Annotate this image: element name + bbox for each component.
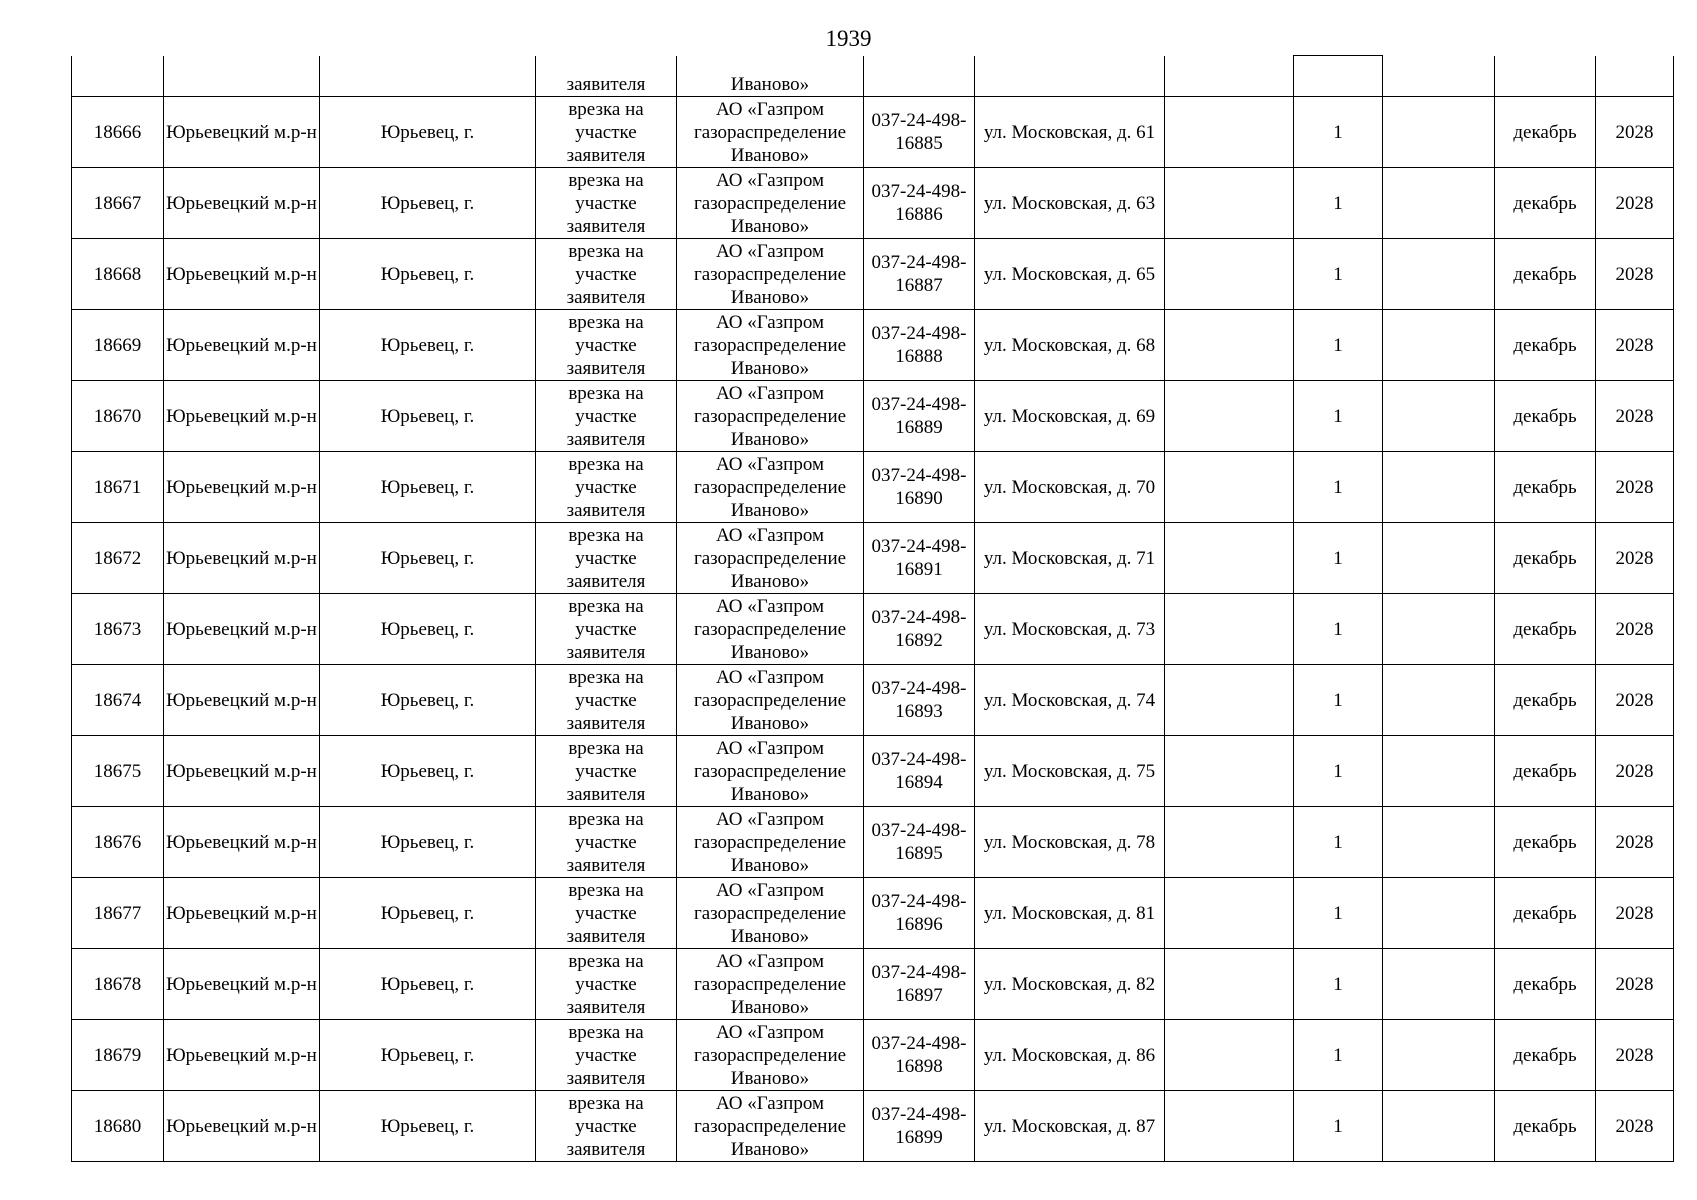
cell-connection-type: врезка на участке заявителя: [536, 310, 677, 381]
cell-extra: [1165, 97, 1294, 168]
cell-connection-type: врезка на участке заявителя: [536, 452, 677, 523]
cell-address: ул. Московская, д. 63: [975, 168, 1165, 239]
cell-month: декабрь: [1495, 452, 1596, 523]
cell-year: 2028: [1596, 1091, 1674, 1162]
cell-count: 1: [1294, 452, 1383, 523]
cell-id: 18678: [72, 949, 164, 1020]
table-row: [72, 807, 1674, 878]
cell-year: 2028: [1596, 523, 1674, 594]
cell-count: 1: [1294, 807, 1383, 878]
cell-id: 18674: [72, 665, 164, 736]
cell-organization: АО «Газпром газораспределение Иваново»: [677, 310, 864, 381]
table-row: [72, 452, 1674, 523]
cell-connection-type: врезка на участке заявителя: [536, 523, 677, 594]
cell-month: декабрь: [1495, 97, 1596, 168]
table-row: [72, 523, 1674, 594]
cell-organization: АО «Газпром газораспределение Иваново»: [677, 665, 864, 736]
cell-locality: Юрьевец, г.: [320, 594, 536, 665]
table-row: [72, 736, 1674, 807]
cell-connection-type: врезка на участке заявителя: [536, 97, 677, 168]
table-row: [72, 97, 1674, 168]
cell-district: [164, 56, 320, 97]
cell-month: декабрь: [1495, 168, 1596, 239]
cell-count: 1: [1294, 665, 1383, 736]
cell-organization: АО «Газпром газораспределение Иваново»: [677, 97, 864, 168]
cell-locality: Юрьевец, г.: [320, 807, 536, 878]
cell-year: 2028: [1596, 949, 1674, 1020]
cell-month: декабрь: [1495, 594, 1596, 665]
cell-count: 1: [1294, 878, 1383, 949]
cell-code: [864, 56, 975, 97]
cell-locality: Юрьевец, г.: [320, 1091, 536, 1162]
cell-empty: [1383, 1020, 1495, 1091]
table-row: [72, 381, 1674, 452]
table-row: [72, 665, 1674, 736]
cell-organization: АО «Газпром газораспределение Иваново»: [677, 807, 864, 878]
cell-district: Юрьевецкий м.р-н: [164, 523, 320, 594]
cell-id: 18676: [72, 807, 164, 878]
cell-extra: [1165, 736, 1294, 807]
cell-count: 1: [1294, 523, 1383, 594]
cell-extra: [1165, 452, 1294, 523]
cell-address: ул. Московская, д. 61: [975, 97, 1165, 168]
cell-empty: [1383, 878, 1495, 949]
cell-locality: Юрьевец, г.: [320, 97, 536, 168]
cell-empty: [1383, 949, 1495, 1020]
cell-year: 2028: [1596, 594, 1674, 665]
cell-year: 2028: [1596, 807, 1674, 878]
cell-district: Юрьевецкий м.р-н: [164, 381, 320, 452]
cell-connection-type: врезка на участке заявителя: [536, 168, 677, 239]
cell-organization: АО «Газпром газораспределение Иваново»: [677, 878, 864, 949]
page-number: 1939: [825, 26, 872, 51]
cell-district: Юрьевецкий м.р-н: [164, 1091, 320, 1162]
cell-organization: АО «Газпром газораспределение Иваново»: [677, 1020, 864, 1091]
cell-empty: [1383, 56, 1495, 97]
cell-empty: [1383, 665, 1495, 736]
table-row: [72, 239, 1674, 310]
cell-year: 2028: [1596, 381, 1674, 452]
cell-year: 2028: [1596, 452, 1674, 523]
cell-code: 037-24-498-16887: [864, 239, 975, 310]
cell-code: 037-24-498-16894: [864, 736, 975, 807]
cell-id: 18675: [72, 736, 164, 807]
cell-id: 18680: [72, 1091, 164, 1162]
cell-month: декабрь: [1495, 523, 1596, 594]
cell-district: Юрьевецкий м.р-н: [164, 452, 320, 523]
table-row: [72, 949, 1674, 1020]
cell-code: 037-24-498-16893: [864, 665, 975, 736]
table-row: [72, 878, 1674, 949]
cell-year: 2028: [1596, 1020, 1674, 1091]
cell-extra: [1165, 381, 1294, 452]
cell-code: 037-24-498-16897: [864, 949, 975, 1020]
cell-year: 2028: [1596, 665, 1674, 736]
cell-empty: [1383, 736, 1495, 807]
cell-address: ул. Московская, д. 70: [975, 452, 1165, 523]
cell-extra: [1165, 310, 1294, 381]
cell-empty: [1383, 168, 1495, 239]
cell-code: 037-24-498-16889: [864, 381, 975, 452]
cell-extra: [1165, 1091, 1294, 1162]
cell-year: [1596, 56, 1674, 97]
cell-id: 18666: [72, 97, 164, 168]
cell-address: ул. Московская, д. 68: [975, 310, 1165, 381]
cell-locality: Юрьевец, г.: [320, 523, 536, 594]
cell-connection-type: врезка на участке заявителя: [536, 736, 677, 807]
cell-month: декабрь: [1495, 1091, 1596, 1162]
cell-district: Юрьевецкий м.р-н: [164, 97, 320, 168]
cell-district: Юрьевецкий м.р-н: [164, 594, 320, 665]
cell-district: Юрьевецкий м.р-н: [164, 665, 320, 736]
cell-locality: Юрьевец, г.: [320, 878, 536, 949]
cell-address: ул. Московская, д. 69: [975, 381, 1165, 452]
cell-code: 037-24-498-16892: [864, 594, 975, 665]
cell-empty: [1383, 807, 1495, 878]
cell-connection-type: врезка на участке заявителя: [536, 949, 677, 1020]
cell-organization: Иваново»: [677, 56, 864, 97]
cell-locality: Юрьевец, г.: [320, 239, 536, 310]
cell-extra: [1165, 665, 1294, 736]
cell-connection-type: врезка на участке заявителя: [536, 594, 677, 665]
cell-code: 037-24-498-16895: [864, 807, 975, 878]
cell-id: 18677: [72, 878, 164, 949]
cell-organization: АО «Газпром газораспределение Иваново»: [677, 594, 864, 665]
cell-address: ул. Московская, д. 71: [975, 523, 1165, 594]
continuation-row: [72, 56, 1674, 97]
cell-code: 037-24-498-16885: [864, 97, 975, 168]
cell-extra: [1165, 523, 1294, 594]
cell-id: 18669: [72, 310, 164, 381]
cell-code: 037-24-498-16896: [864, 878, 975, 949]
cell-organization: АО «Газпром газораспределение Иваново»: [677, 381, 864, 452]
cell-id: [72, 56, 164, 97]
cell-organization: АО «Газпром газораспределение Иваново»: [677, 239, 864, 310]
cell-empty: [1383, 239, 1495, 310]
cell-organization: АО «Газпром газораспределение Иваново»: [677, 168, 864, 239]
cell-empty: [1383, 310, 1495, 381]
cell-empty: [1383, 594, 1495, 665]
cell-locality: Юрьевец, г.: [320, 452, 536, 523]
cell-district: Юрьевецкий м.р-н: [164, 878, 320, 949]
cell-count: [1294, 56, 1383, 97]
cell-organization: АО «Газпром газораспределение Иваново»: [677, 736, 864, 807]
cell-district: Юрьевецкий м.р-н: [164, 736, 320, 807]
cell-code: 037-24-498-16886: [864, 168, 975, 239]
cell-id: 18667: [72, 168, 164, 239]
cell-month: декабрь: [1495, 949, 1596, 1020]
cell-month: декабрь: [1495, 1020, 1596, 1091]
cell-locality: Юрьевец, г.: [320, 381, 536, 452]
cell-address: ул. Московская, д. 86: [975, 1020, 1165, 1091]
cell-year: 2028: [1596, 736, 1674, 807]
cell-empty: [1383, 1091, 1495, 1162]
cell-year: 2028: [1596, 239, 1674, 310]
cell-address: ул. Московская, д. 73: [975, 594, 1165, 665]
cell-district: Юрьевецкий м.р-н: [164, 807, 320, 878]
cell-month: декабрь: [1495, 665, 1596, 736]
cell-connection-type: заявителя: [536, 56, 677, 97]
cell-count: 1: [1294, 736, 1383, 807]
cell-district: Юрьевецкий м.р-н: [164, 310, 320, 381]
cell-address: ул. Московская, д. 81: [975, 878, 1165, 949]
cell-count: 1: [1294, 239, 1383, 310]
cell-empty: [1383, 452, 1495, 523]
cell-address: ул. Московская, д. 75: [975, 736, 1165, 807]
table-row: [72, 310, 1674, 381]
cell-locality: Юрьевец, г.: [320, 1020, 536, 1091]
cell-locality: Юрьевец, г.: [320, 665, 536, 736]
cell-organization: АО «Газпром газораспределение Иваново»: [677, 523, 864, 594]
cell-id: 18670: [72, 381, 164, 452]
cell-address: ул. Московская, д. 87: [975, 1091, 1165, 1162]
cell-year: 2028: [1596, 310, 1674, 381]
cell-month: декабрь: [1495, 381, 1596, 452]
table-row: [72, 1020, 1674, 1091]
cell-address: ул. Московская, д. 82: [975, 949, 1165, 1020]
cell-address: ул. Московская, д. 78: [975, 807, 1165, 878]
cell-connection-type: врезка на участке заявителя: [536, 239, 677, 310]
cell-district: Юрьевецкий м.р-н: [164, 949, 320, 1020]
cell-district: Юрьевецкий м.р-н: [164, 239, 320, 310]
cell-empty: [1383, 381, 1495, 452]
cell-id: 18668: [72, 239, 164, 310]
cell-extra: [1165, 878, 1294, 949]
cell-extra: [1165, 807, 1294, 878]
cell-locality: Юрьевец, г.: [320, 168, 536, 239]
cell-count: 1: [1294, 949, 1383, 1020]
cell-code: 037-24-498-16899: [864, 1091, 975, 1162]
cell-extra: [1165, 56, 1294, 97]
cell-id: 18673: [72, 594, 164, 665]
cell-count: 1: [1294, 1020, 1383, 1091]
registry-table: [71, 55, 1674, 1162]
cell-id: 18671: [72, 452, 164, 523]
cell-month: декабрь: [1495, 310, 1596, 381]
cell-connection-type: врезка на участке заявителя: [536, 1020, 677, 1091]
cell-month: декабрь: [1495, 239, 1596, 310]
cell-code: 037-24-498-16888: [864, 310, 975, 381]
cell-year: 2028: [1596, 878, 1674, 949]
cell-extra: [1165, 594, 1294, 665]
cell-count: 1: [1294, 168, 1383, 239]
cell-count: 1: [1294, 1091, 1383, 1162]
cell-code: 037-24-498-16890: [864, 452, 975, 523]
cell-month: декабрь: [1495, 807, 1596, 878]
cell-id: 18672: [72, 523, 164, 594]
cell-connection-type: врезка на участке заявителя: [536, 381, 677, 452]
cell-extra: [1165, 949, 1294, 1020]
cell-locality: Юрьевец, г.: [320, 949, 536, 1020]
cell-extra: [1165, 168, 1294, 239]
cell-count: 1: [1294, 97, 1383, 168]
cell-district: Юрьевецкий м.р-н: [164, 168, 320, 239]
cell-empty: [1383, 97, 1495, 168]
cell-connection-type: врезка на участке заявителя: [536, 878, 677, 949]
cell-locality: Юрьевец, г.: [320, 736, 536, 807]
cell-month: декабрь: [1495, 878, 1596, 949]
cell-organization: АО «Газпром газораспределение Иваново»: [677, 1091, 864, 1162]
cell-connection-type: врезка на участке заявителя: [536, 1091, 677, 1162]
cell-locality: Юрьевец, г.: [320, 310, 536, 381]
cell-extra: [1165, 239, 1294, 310]
cell-month: [1495, 56, 1596, 97]
table-row: [72, 1091, 1674, 1162]
cell-count: 1: [1294, 310, 1383, 381]
cell-district: Юрьевецкий м.р-н: [164, 1020, 320, 1091]
cell-id: 18679: [72, 1020, 164, 1091]
cell-organization: АО «Газпром газораспределение Иваново»: [677, 452, 864, 523]
cell-address: ул. Московская, д. 74: [975, 665, 1165, 736]
cell-connection-type: врезка на участке заявителя: [536, 665, 677, 736]
cell-address: ул. Московская, д. 65: [975, 239, 1165, 310]
cell-locality: [320, 56, 536, 97]
table-row: [72, 594, 1674, 665]
cell-count: 1: [1294, 381, 1383, 452]
cell-year: 2028: [1596, 97, 1674, 168]
cell-address: [975, 56, 1165, 97]
cell-empty: [1383, 523, 1495, 594]
cell-organization: АО «Газпром газораспределение Иваново»: [677, 949, 864, 1020]
cell-code: 037-24-498-16891: [864, 523, 975, 594]
cell-code: 037-24-498-16898: [864, 1020, 975, 1091]
cell-year: 2028: [1596, 168, 1674, 239]
cell-connection-type: врезка на участке заявителя: [536, 807, 677, 878]
table-row: [72, 168, 1674, 239]
cell-month: декабрь: [1495, 736, 1596, 807]
cell-count: 1: [1294, 594, 1383, 665]
cell-extra: [1165, 1020, 1294, 1091]
